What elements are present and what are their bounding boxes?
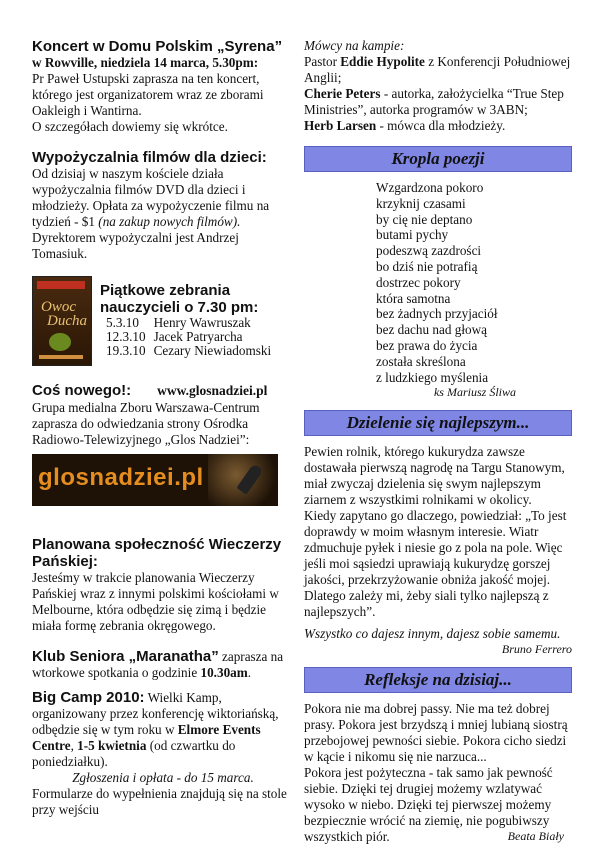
dzielenie-author: Bruno Ferrero: [501, 642, 572, 657]
teachers-schedule: [106, 316, 279, 358]
schedule-row: 19.3.10 Cezary Niewiadomski: [106, 343, 272, 358]
poem: [376, 180, 572, 385]
wypozyczalnia-body: Od dzisiaj w naszym kościele działa wypożyczalnia filmów DVD dla dzieci i młodzieży. Opłata za wypożyczenie filmu na tydzień - $1 (na zakup nowych filmów).: [32, 166, 270, 229]
schedule-row: 12.3.10 Jacek Patryarcha: [106, 329, 243, 344]
bigcamp-place: Elmore Events Centre: [32, 722, 261, 753]
klub-time: 10.30am: [200, 665, 248, 680]
wypozyczalnia-section: [32, 149, 294, 262]
dzielenie-title: Dzielenie się najlepszym...: [346, 413, 530, 433]
refleksje-body-2: Pokora jest pożyteczna - tak samo jak pewność siebie. Dzięki tej drugiej możemy wzlatywać wysoko w niebo. Dzięki tej pierwszej możemy bezpiecznie wrócić na ziemię, nie pogubiwszy wszystkich piór.: [304, 765, 553, 845]
book-cover-image: Owoc Ducha: [32, 276, 92, 366]
glosnadziei-url[interactable]: www.glosnadziei.pl: [157, 383, 268, 398]
camp-speakers: [304, 38, 572, 134]
kropla-header-band: [304, 146, 572, 172]
left-column: [32, 38, 294, 818]
poem-line: Wzgardzona pokoro: [376, 180, 484, 195]
poem-line: dostrzec pokory: [376, 274, 461, 290]
speakers-heading: Mówcy na kampie:: [304, 38, 405, 53]
koncert-note: O szczegółach dowiemy się wkrótce.: [32, 119, 228, 134]
poem-line: bez prawa do życia: [376, 337, 478, 353]
piatkowe-section: [32, 276, 294, 368]
planowana-body: Jesteśmy w trakcie planowania Wieczerzy Pańskiej wraz z innymi polskimi kościołami w Melbourne, która odbędzie się zimą i będzie miała formę zebrania okręgowego.: [32, 570, 279, 633]
poem-line: bo dziś nie potrafią: [376, 258, 478, 274]
planowana-title: Planowana społeczność Wieczerzy Pańskiej:: [32, 536, 282, 570]
planowana-section: [32, 536, 294, 634]
poem-line: butami pychy: [376, 227, 449, 243]
poem-line: krzyknij czasami: [376, 195, 466, 211]
klub-title: Klub Seniora „Maranatha”: [32, 648, 219, 665]
schedule-row: 5.3.10 Henry Wawruszak: [106, 315, 251, 330]
cos-nowego-section: [32, 382, 294, 506]
cos-nowego-body: Grupa medialna Zboru Warszawa-Centrum zaprasza do odwiedzania strony Ośrodka Radiowo-Telewizyjnego „Glos Nadziei”:: [32, 400, 260, 447]
speaker-3: Herb Larsen - mówca dla młodzieży.: [304, 118, 506, 133]
glosnadziei-logo[interactable]: glosnadziei.pl: [32, 454, 278, 506]
cos-nowego-title: Coś nowego!:: [32, 382, 132, 399]
bigcamp-dates: 1-5 kwietnia: [77, 738, 147, 753]
poem-line: która samotna: [376, 290, 451, 306]
bigcamp-section: Big Camp 2010: Wielki Kamp, organizowany przez konferencję wiktoriańską, odbędzie się w tym roku w Elmore Events Centre, 1-5 kwietnia (od czwartku do poniedziałku). Zgłoszenia i opłata - do 15 marca. Formularze do wypełnienia znajdują się na stole przy wejściu: [32, 689, 294, 818]
refleksje-header-band: [304, 667, 572, 693]
dzielenie-header-band: [304, 410, 572, 436]
poem-line: z ludzkiego myślenia: [376, 369, 489, 385]
poem-line: bez żadnych przyjaciół: [376, 306, 498, 322]
bigcamp-title: Big Camp 2010:: [32, 689, 145, 706]
klub-section: Klub Seniora „Maranatha” zaprasza na wtorkowe spotkania o godzinie 10.30am.: [32, 648, 284, 680]
speaker-1: Pastor Eddie Hypolite z Konferencji Południowej Anglii;: [304, 54, 571, 85]
right-column: [304, 38, 572, 844]
refleksje-author: Beata Biały: [507, 829, 564, 844]
poem-line: by cię nie deptano: [376, 211, 473, 227]
koncert-section: [32, 38, 294, 135]
dzielenie-body-2: Kiedy zapytano go dlaczego, powiedział: „To jest doprawdy w moim własnym interesie. Wiatr zdmuchuje pyłek i niesie go z pola na pole. Więc jeśli moi sąsiedzi uprawiają kukurydzę gorszej jakości, przekrzyżowanie obniża jakość mojej. Dlatego zależy mi, żeby siali tylko najlepszą z najlepszych”.: [304, 508, 567, 620]
poem-line: podeszwą zazdrości: [376, 243, 482, 259]
refleksje-body-1: Pokora nie ma dobrej passy. Nie ma też dobrej prasy. Pokora jest brzydszą i mniej lubianą siostrą przebojowej pewności siebie. Pokora cicho siedzi w kącie i nikomu się nie narzuca...: [304, 701, 568, 765]
dzielenie-body-1: Pewien rolnik, którego kukurydza zawsze dostawała pierwszą nagrodę na Targu Stanowym, miał zwyczaj dzielenia się swym najlepszym ziarnem z wszystkimi rolnikami w okolicy.: [304, 444, 565, 508]
speaker-2: Cherie Peters - autorka, założycielka “True Step Ministries”, autorka programów w 3ABN;: [304, 86, 564, 117]
wypozyczalnia-director: Dyrektorem wypożyczalni jest Andrzej Tomasiuk.: [32, 230, 239, 261]
koncert-subtitle: w Rowville, niedziela 14 marca, 5.30pm:: [32, 55, 259, 70]
piatkowe-title: Piątkowe zebrania nauczycieli o 7.30 pm:: [100, 282, 259, 316]
poem-line: została skreślona: [376, 353, 466, 369]
koncert-title: Koncert w Domu Polskim „Syrena”: [32, 38, 283, 55]
bigcamp-deadline: Zgłoszenia i opłata - do 15 marca.: [72, 770, 254, 785]
bigcamp-forms: Formularze do wypełnienia znajdują się na stole przy wejściu: [32, 786, 287, 817]
koncert-body: Pr Paweł Ustupski zaprasza na ten koncert, którego jest organizatorem wraz ze zborami Oakleigh i Wantirna.: [32, 71, 264, 118]
poem-author: ks Mariusz Śliwa: [433, 385, 516, 400]
poem-line: bez dachu nad głową: [376, 322, 487, 338]
wypozyczalnia-title: Wypożyczalnia filmów dla dzieci:: [32, 149, 267, 166]
refleksje-title: Refleksje na dzisiaj...: [364, 670, 512, 690]
kropla-title: Kropla poezji: [391, 149, 485, 168]
dzielenie-quote: Wszystko co dajesz innym, dajesz sobie samemu.: [304, 626, 561, 642]
